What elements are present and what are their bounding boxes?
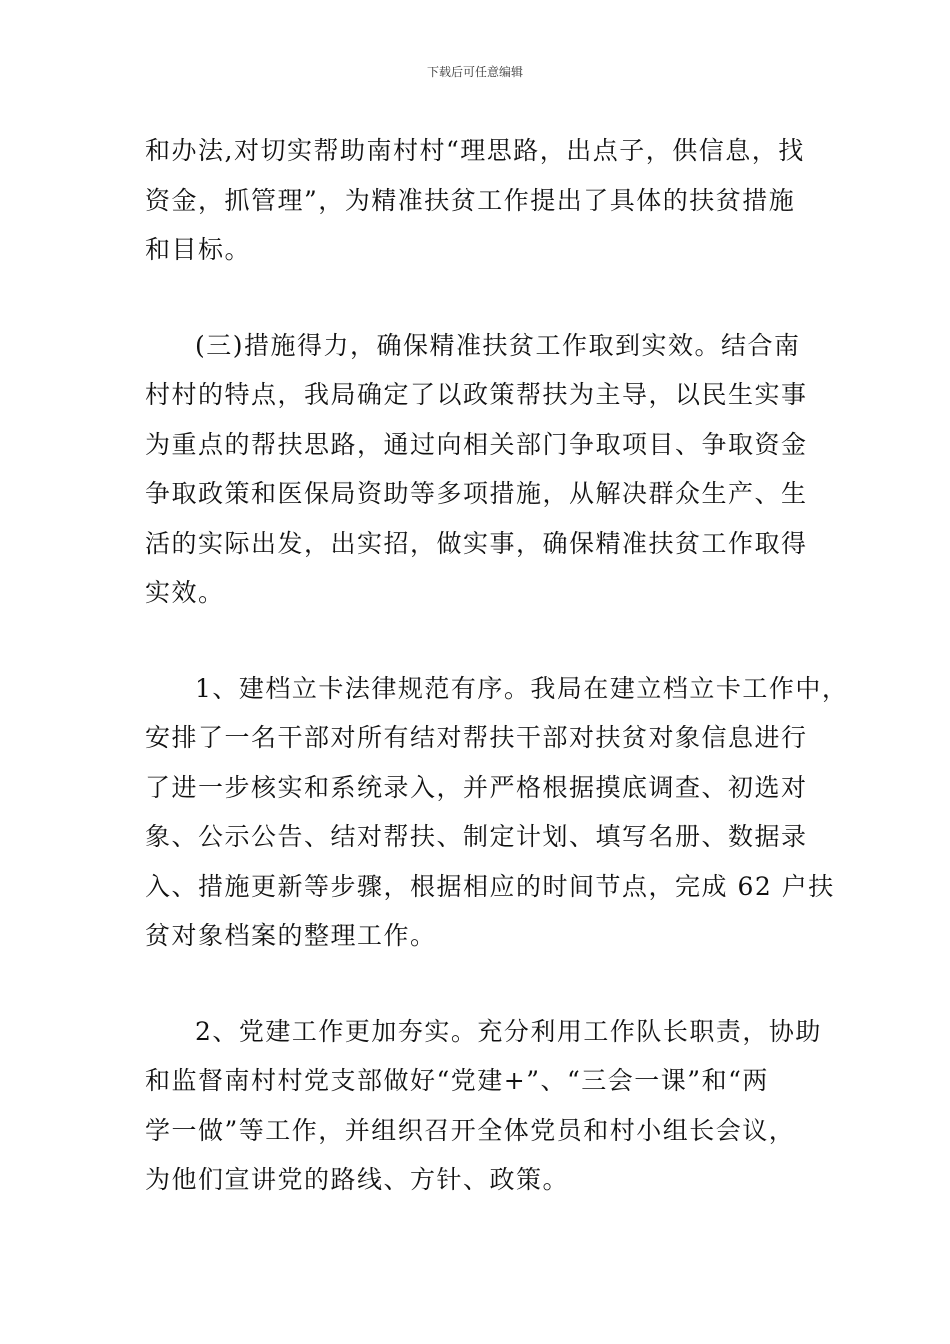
text-line: 和监督南村村党支部做好“党建+”、“三会一课”和“两	[145, 1066, 769, 1095]
text-line: 2、党建工作更加夯实。充分利用工作队长职责，协助	[195, 1016, 822, 1046]
paragraph-4	[145, 1007, 822, 1205]
paragraph-3	[145, 664, 849, 961]
paragraph-1	[145, 126, 813, 275]
text-line: 争取政策和医保局资助等多项措施，从解决群众生产、生	[145, 479, 808, 508]
text-line: 入、措施更新等步骤，根据相应的时间节点，完成 62 户扶	[145, 871, 835, 901]
text-line: 和目标。	[145, 235, 252, 264]
text-line: 学一做”等工作，并组织召开全体党员和村小组长会议，	[145, 1115, 796, 1145]
text-line: 实效。	[145, 578, 225, 607]
text-line: 1、建档立卡法律规范有序。我局在建立档立卡工作中，	[195, 673, 849, 703]
text-line: 村村的特点，我局确定了以政策帮扶为主导，以民生实事	[145, 380, 808, 409]
text-line: 为他们宣讲党的路线、方针、政策。	[145, 1165, 570, 1194]
text-line: 了进一步核实和系统录入，并严格根据摸底调查、初选对	[145, 772, 808, 802]
text-line: 活的实际出发，出实招，做实事，确保精准扶贫工作取得	[145, 528, 808, 558]
text-line: 贫对象档案的整理工作。	[145, 921, 437, 950]
text-line: 安排了一名干部对所有结对帮扶干部对扶贫对象信息进行	[145, 723, 808, 752]
page-header: 下载后可任意编辑	[426, 65, 523, 79]
text-line: 和办法,对切实帮助南村村“理思路，出点子，供信息，找	[145, 136, 805, 165]
text-line: (三)措施得力，确保精准扶贫工作取到实效。结合南	[195, 330, 801, 360]
text-line: 象、公示公告、结对帮扶、制定计划、填写名册、数据录	[145, 822, 808, 851]
text-line: 资金，抓管理”，为精准扶贫工作提出了具体的扶贫措施	[145, 185, 796, 215]
document-body	[145, 126, 849, 1251]
text-line: 为重点的帮扶思路，通过向相关部门争取项目、争取资金	[145, 429, 808, 459]
paragraph-2	[145, 321, 813, 618]
